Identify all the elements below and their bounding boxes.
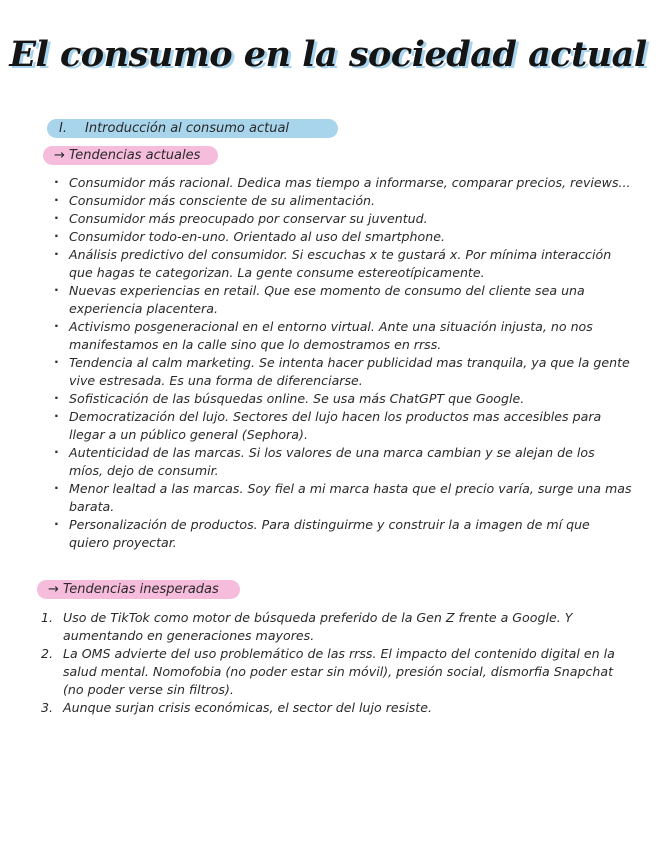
- list-item: · Activismo posgeneracional en el entorno virtual. Ante una situación injusta, no nos manifestamos en la calle sino que lo demostramos en rrss.: [54, 318, 632, 354]
- numbered-list-item: [41, 609, 631, 645]
- item-number: 3.: [41, 700, 54, 715]
- list-item: · Análisis predictivo del consumidor. Si escuchas x te gustará x. Por mínima interacción que hagas te categorizan. La gente consume estereotípicamente.: [54, 246, 632, 282]
- arrow-right-icon: →: [54, 148, 65, 163]
- numbered-list-item: [41, 699, 631, 717]
- list-item: · Tendencia al calm marketing. Se intenta hacer publicidad mas tranquila, ya que la gente vive estresada. Es una forma de diferenciarse.: [54, 354, 632, 390]
- item-number: 1.: [41, 610, 54, 625]
- subsection-heading-tendencias-actuales: [43, 146, 218, 165]
- list-item: · Autenticidad de las marcas. Si los valores de una marca cambian y se alejan de los míos, dejo de consumir.: [54, 444, 632, 480]
- list-item: · Personalización de productos. Para distinguirme y construir la a imagen de mí que quiero proyectar.: [54, 516, 632, 552]
- item-text: La OMS advierte del uso problemático de las rrss. El impacto del contenido digital en la salud mental. Nomofobia (no poder estar sin móvil), presión social, dismorfia Snapchat (no poder verse sin filtros).: [63, 646, 615, 697]
- item-text: Aunque surjan crisis económicas, el sector del lujo resiste.: [63, 700, 432, 715]
- section-label: Introducción al consumo actual: [85, 121, 290, 136]
- section-number: I.: [59, 121, 67, 136]
- list-item: · Menor lealtad a las marcas. Soy fiel a mi marca hasta que el precio varía, surge una mas barata.: [54, 480, 632, 516]
- trends-bullet-list: [54, 174, 632, 552]
- subsection-label: Tendencias inesperadas: [62, 582, 219, 597]
- list-item: · Sofisticación de las búsquedas online. Se usa más ChatGPT que Google.: [54, 390, 632, 408]
- list-item: · Democratización del lujo. Sectores del lujo hacen los productos mas accesibles para llegar a un público general (Sephora).: [54, 408, 632, 444]
- subsection-label: Tendencias actuales: [68, 148, 201, 163]
- numbered-list-item: [41, 645, 631, 699]
- unexpected-trends-list: [41, 609, 631, 717]
- list-item: · Consumidor todo-en-uno. Orientado al uso del smartphone.: [54, 228, 632, 246]
- item-text: Uso de TikTok como motor de búsqueda preferido de la Gen Z frente a Google. Y aumentando en generaciones mayores.: [63, 610, 573, 643]
- subsection-heading-tendencias-inesperadas: [37, 580, 240, 599]
- list-item: · Nuevas experiencias en retail. Que ese momento de consumo del cliente sea una experiencia placentera.: [54, 282, 632, 318]
- page-title: El consumo en la sociedad actual: [9, 34, 647, 75]
- list-item: · Consumidor más preocupado por conservar su juventud.: [54, 210, 632, 228]
- list-item: · Consumidor más consciente de su alimentación.: [54, 192, 632, 210]
- item-number: 2.: [41, 646, 54, 661]
- section-heading: [47, 119, 338, 138]
- list-item: · Consumidor más racional. Dedica mas tiempo a informarse, comparar precios, reviews...: [54, 174, 632, 192]
- arrow-right-icon: →: [48, 582, 59, 597]
